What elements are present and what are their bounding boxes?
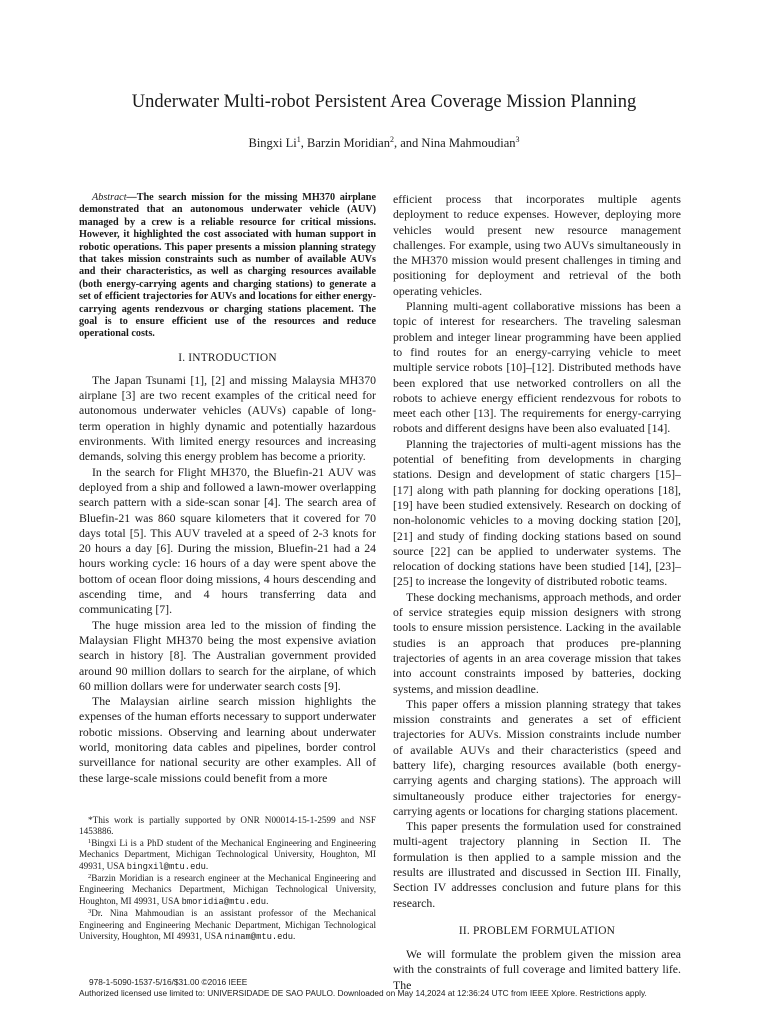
formulation-paragraph-1: We will formulate the problem given the mission area with the constraints of full coverage and limited battery life. The (393, 946, 681, 992)
author-list (0, 134, 768, 152)
right-column (393, 192, 681, 993)
footnote-text: Bingxi Li is a PhD student of the Mechanical Engineering and Engineering Mechanics Department, Michigan Technological University, Houghton, MI 49931, USA (79, 837, 376, 871)
right-paragraph-4: These docking mechanisms, approach methods, and order of service strategies equip mission designers with strong tools to ensure mission persistence. Lacking in the available studies is an approach that produces pre-planning trajectories of agents in an area coverage mission that takes into account constraints imposed by batteries, docking systems, and mission deadline. (393, 589, 681, 696)
email-address: bmoridia@mtu.edu (181, 896, 267, 907)
right-paragraph-1: efficient process that incorporates multiple agents deployment to reduce expenses. However, deploying more vehicles would present new resource management challenges. For example, using two AUVs simultaneously in the MH370 mission would present challenges in timing and positioning for deployment and retrieval of the both operating vehicles. (393, 192, 681, 298)
section-heading-introduction: I. INTRODUCTION (178, 351, 277, 364)
author-3: Nina Mahmoudian (421, 136, 516, 150)
footnote-author-3: $^3$Dr. Nina Mahmoudian is an assistant professor of the Mechanical Engineering and Engineering Mechanic Department, Michigan Technological University, Houghton, MI 49931, USA ninam@mtu.edu. (79, 908, 376, 943)
page-footer (79, 977, 647, 999)
author-separator: , and (393, 136, 422, 150)
footnote-text: Barzin Moridian is a research engineer at the Mechanical Engineering and Engineering Mechanics Department, Michigan Technological University, Houghton, MI 49931, USA (79, 873, 376, 906)
abstract (79, 192, 376, 341)
right-paragraph-5: This paper offers a mission planning strategy that takes mission constraints and generates a set of efficient trajectories for AUVs. Mission constraints include number of available AUVs and their characteristics (speed and battery life), charging resources available (both energy-carrying agents and charging stations). The approach will simultaneously produce either trajectories for energy-carrying agents or locations for charging stations placement. (393, 696, 681, 818)
intro-paragraph-4: The Malaysian airline search mission highlights the expenses of the human efforts necessary to support underwater robotic missions. Observing and learning about underwater world, monitoring data cables and pipelines, border control surveillance for national security are other examples. All of these large-scale missions could benefit from a more (79, 694, 376, 785)
author-1: Bingxi Li (248, 136, 297, 150)
author-1-affiliation-mark: 1 (296, 135, 301, 144)
license-notice: Authorized licensed use limited to: UNIVERSIDADE DE SAO PAULO. Downloaded on May 14,2024 at 12:36:24 UTC from IEEE Xplore. Restrictions apply. (79, 988, 647, 998)
isbn-copyright: 978-1-5090-1537-5/16/$31.00 ©2016 IEEE (89, 977, 248, 987)
footnote-mark: 2 (88, 873, 92, 881)
intro-paragraph-2: In the search for Flight MH370, the Bluefin-21 AUV was deployed from a ship and followed a lawn-mower overlapping search pattern with a side-scan sonar [4]. The search area of Bluefin-21 was 860 square kilometers that it covered for 70 days total [5]. This AUV traveled at a speed of 2-3 knots for 20 hours a day [6]. During the mission, Bluefin-21 had a 24 hours working cycle: 16 hours of a day were spent above the bottom of ocean floor doing missions, 4 hours descending and ascending time, and 4 hours transferring data and communicating [7]. (79, 464, 376, 617)
author-2-affiliation-mark: 2 (389, 135, 394, 144)
left-column (79, 192, 376, 786)
footnote-author-1: $^1$Bingxi Li is a PhD student of the Mechanical Engineering and Engineering Mechanics Department, Michigan Technological University, Houghton, MI 49931, USA bingxil@mtu.edu. (79, 837, 376, 872)
footnote-mark: 1 (88, 837, 92, 845)
footnote-mark: 3 (88, 908, 92, 916)
footnote-funding (79, 815, 376, 838)
paper-title: Underwater Multi-robot Persistent Area Coverage Mission Planning (131, 92, 637, 112)
author-2: Barzin Moridian (307, 136, 390, 150)
intro-paragraph-3: The huge mission area led to the mission of finding the Malaysian Flight MH370 being the most expensive aviation search in history [8]. The Australian government provided around 90 million dollars to search for the airplane, of which 60 million dollars were for underwater search costs [9]. (79, 617, 376, 693)
author-separator: , (300, 136, 308, 150)
right-paragraph-3: Planning the trajectories of multi-agent missions has the potential of benefiting from developments in charging stations. Design and development of static chargers [15]–[17] along with path planning for docking operations [18], [19] have been studied extensively. Research on docking of non-holonomic vehicles to a moving docking station [20], [21] and study of finding docking stations based on sound source [22] can be applied to underwater systems. The relocation of docking stations have been studied [14], [23]–[25] to increase the longevity of distributed robotic teams. (393, 436, 681, 589)
abstract-text: —The search mission for the missing MH370 airplane demonstrated that an autonomous underwater vehicle (AUV) managed by a crew is a reliable resource for critical missions. However, it highlighted the cost associated with human support in robotic operations. This paper presents a mission planning strategy that takes mission constraints such as number of available AUVs and their characteristics, as well as charging resources available (both energy-carrying agents and charging stations) to generate a set of efficient trajectories for AUVs and locations for either energy-carrying agents rendezvous or charging stations placement. The goal is to ensure efficient use of the resources and reduce operational costs. (79, 192, 376, 340)
right-paragraph-6: This paper presents the formulation used for constrained multi-agent trajectory planning in Section II. The formulation is then applied to a sample mission and the results are illustrated and discussed in Section III. Finally, Section IV addresses conclusion and future plans for this research. (393, 819, 681, 910)
intro-paragraph-1: The Japan Tsunami [1], [2] and missing Malaysia MH370 airplane [3] are two recent examples of the critical need for autonomous underwater vehicles (AUVs) capable of long-term operation in highly dynamic and potentially hazardous environments. With limited energy resources and increasing demands, solving this energy problem has become a priority. (79, 372, 376, 464)
footnotes (79, 815, 376, 943)
section-heading-problem-formulation: II. PROBLEM FORMULATION (458, 924, 616, 937)
footnote-text: *This work is partially supported by ONR N00014-15-1-2599 and NSF 1453886. (79, 815, 376, 837)
abstract-label: Abstract (92, 192, 127, 203)
author-3-affiliation-mark: 3 (515, 135, 520, 144)
email-address: ninam@mtu.edu (224, 932, 294, 943)
email-address: bingxil@mtu.edu (126, 861, 206, 872)
footnote-author-2: $^2$Barzin Moridian is a research engineer at the Mechanical Engineering and Engineering Mechanics Department, Michigan Technological University, Houghton, MI 49931, USA bmoridia@mtu.edu. (79, 873, 376, 907)
footnote-text: Dr. Nina Mahmoudian is an assistant professor of the Mechanical Engineering and Engineering Mechanic Department, Michigan Technological University, Houghton, MI 49931, USA (79, 908, 376, 942)
right-paragraph-2: Planning multi-agent collaborative missions has been a topic of interest for researchers. The traveling salesman problem and integer linear programming have been applied to find routes for an energy-carrying vehicle to meet multiple service robots [10]–[12]. Distributed methods have been explored that use networked controllers on all the robots to achieve energy efficient rendezvous for robots to meet each other [13]. The requirements for energy-carrying robots and different designs have been also evaluated [14]. (393, 299, 681, 436)
